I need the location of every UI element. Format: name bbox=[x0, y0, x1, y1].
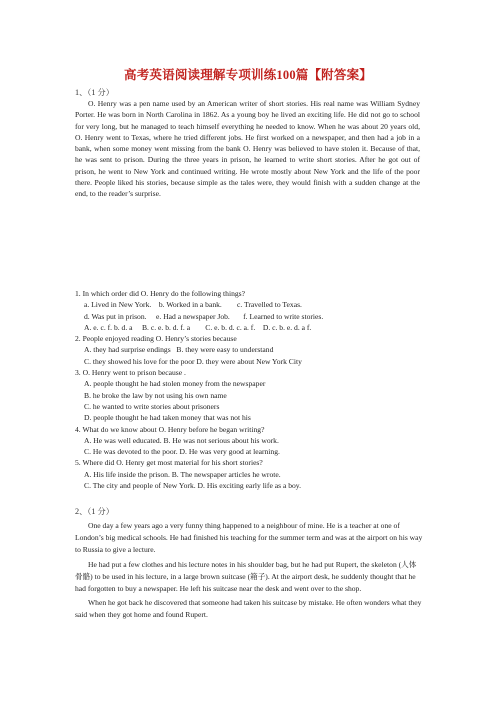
question-item: 5. Where did O. Henry get most material for his short stories? bbox=[75, 458, 263, 468]
question-1-items bbox=[75, 288, 425, 491]
option-line: C. he wanted to write stories about prisoners bbox=[84, 401, 220, 411]
option-line: A. He was well educated. B. He was not serious about his work. bbox=[84, 435, 279, 445]
option-line: D. people thought he had taken money that was not his bbox=[84, 413, 251, 423]
option-line: C. He was devoted to the poor. D. He was very good at learning. bbox=[84, 447, 280, 457]
question-item: 3. O. Henry went to prison because . bbox=[75, 368, 186, 378]
option-line: d. Was put in prison. e. Had a newspaper Job. f. Learned to write stories. bbox=[84, 311, 324, 321]
question-2-header: 2、（1 分） bbox=[75, 507, 114, 516]
passage-paragraph: He had put a few clothes and his lecture notes in his shoulder bag, but he had put Rupert, the skeleton (人体骨骼) to be used in his lecture, in a large brown suitcase (箱子). At the airport desk, he suddenly thought that he had forgotten to buy a newspaper. He left his suitcase near the desk and went over to the shop. bbox=[75, 559, 417, 594]
option-line: A. e. c. f. b. d. a B. c. e. b. d. f. a C. e. b. d. c. a. f. D. c. b. e. d. a f. bbox=[84, 322, 312, 332]
option-line: B. he broke the law by not using his own name bbox=[84, 390, 227, 400]
option-line: a. Lived in New York. b. Worked in a bank. c. Travelled to Texas. bbox=[84, 300, 302, 310]
option-line: A. people thought he had stolen money from the newspaper bbox=[84, 379, 266, 389]
passage-paragraph: When he got back he discovered that someone had taken his suitcase by mistake. He often wonders what they said when they got home and found Rupert. bbox=[75, 598, 422, 620]
option-line: C. The city and people of New York. D. His exciting early life as a boy. bbox=[84, 481, 302, 491]
question-item: 4. What do we know about O. Henry before he began writing? bbox=[75, 424, 265, 434]
option-line: A. His life inside the prison. B. The newspaper articles he wrote. bbox=[84, 469, 281, 479]
question-1-header: 1、（1 分） bbox=[75, 88, 114, 97]
passage-paragraph: O. Henry was a pen name used by an American writer of short stories. His real name was William Sydney Porter. He was born in North Carolina in 1862. As a young boy he lived an exciting life. He did not go to school for very long, but he managed to teach himself everything he needed to know. When he was about 20 years old, O. Henry went to Texas, where he tried different jobs. He first worked on a newspaper, and then had a job in a bank, when some money went missing from the bank O. Henry was believed to have stolen it. Because of that, he was sent to prison. During the three years in prison, he learned to write short stories. After he got out of prison, he went to New York and continued writing. He wrote mostly about New York and the life of the poor there. People liked his stories, because simple as the tales were, they would finish with a sudden change at the end, to the reader’s surprise. bbox=[75, 99, 420, 199]
passage-paragraph: One day a few years ago a very funny thing happened to a neighbour of mine. He is a teacher at one of London’s big medical schools. He had finished his teaching for the summer term and was at the airport on his way to Russia to give a lecture. bbox=[75, 521, 423, 555]
option-line: C. they showed his love for the poor D. they were about New York City bbox=[84, 356, 302, 366]
question-1-passage bbox=[75, 98, 420, 200]
question-item: 2. People enjoyed reading O. Henry’s stories because bbox=[75, 334, 237, 344]
document-title: 高考英语阅读理解专项训练100篇【附答案】 bbox=[124, 68, 372, 82]
question-2-passage bbox=[75, 520, 423, 624]
question-item: 1. In which order did O. Henry do the following things? bbox=[75, 289, 245, 298]
option-line: A. they had surprise endings B. they were easy to understand bbox=[84, 345, 274, 355]
